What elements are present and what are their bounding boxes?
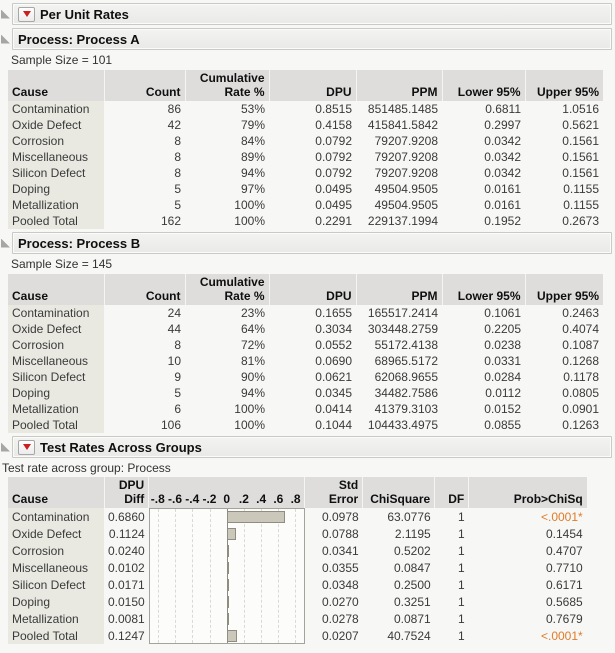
col-header-label: Upper 95% — [536, 289, 599, 303]
outline-header-bar — [12, 28, 612, 50]
lower95-cell: 0.0161 — [484, 182, 521, 196]
lower95-cell: 0.0331 — [484, 354, 521, 368]
cause-cell: Metallization — [8, 610, 104, 627]
lower95-cell: 0.0161 — [484, 198, 521, 212]
col-header-dpu-diff — [104, 477, 149, 508]
lower95-cell: 0.0238 — [484, 338, 521, 352]
dpu-cell: 0.0792 — [315, 134, 352, 148]
upper95-cell: 0.1561 — [562, 166, 599, 180]
count-cell: 24 — [167, 306, 181, 320]
cause-cell: Oxide Defect — [8, 525, 104, 542]
dpu-diff-plot-cell — [149, 508, 305, 644]
gridline — [261, 509, 262, 643]
count-cell: 8 — [174, 134, 181, 148]
col-header-lower95 — [442, 274, 525, 305]
prob-chisq-cell: <.0001* — [540, 509, 583, 524]
axis-tick-label: .2 — [238, 492, 249, 506]
col-header-label: Count — [145, 289, 181, 303]
count-cell: 10 — [167, 354, 181, 368]
table-row — [8, 321, 603, 337]
prob-chisq-cell: 0.4707 — [546, 543, 583, 558]
col-header-std-error — [305, 477, 363, 508]
lower95-cell: 0.0342 — [484, 150, 521, 164]
col-header-chisquare — [363, 477, 435, 508]
col-header-upper95 — [525, 70, 603, 101]
test-rates-header — [1, 436, 612, 458]
cause-cell: Silicon Defect — [8, 369, 104, 385]
upper95-cell: 0.1155 — [563, 198, 599, 212]
cum-rate-cell: 81% — [240, 354, 265, 368]
col-header-label: Cause — [12, 85, 49, 99]
lower95-cell: 0.6811 — [485, 102, 521, 116]
chisquare-cell: 0.5202 — [394, 543, 431, 558]
ppm-cell: 49504.9505 — [374, 198, 438, 212]
col-header-label: ChiSquare — [370, 492, 431, 506]
col-header-ppm — [356, 274, 442, 305]
col-header-label: DPU Diff — [118, 478, 145, 506]
dpu-cell: 0.1044 — [315, 418, 352, 432]
col-header-label: Cumulative — [199, 71, 265, 85]
ppm-cell: 55172.4138 — [374, 338, 438, 352]
table-row — [8, 401, 603, 417]
table-row — [8, 337, 603, 353]
col-header-prob-chisq — [469, 477, 587, 508]
col-header-cause — [8, 274, 104, 305]
cause-cell: Oxide Defect — [8, 117, 104, 133]
dpu-cell: 0.8515 — [315, 102, 352, 116]
cause-cell: Contamination — [8, 508, 104, 525]
ppm-cell: 41379.3103 — [374, 402, 438, 416]
red-triangle-menu-button[interactable] — [18, 440, 35, 455]
count-cell: 106 — [160, 418, 181, 432]
col-header-label: Lower 95% — [457, 289, 521, 303]
dpu-cell: 0.0621 — [315, 370, 352, 384]
std-error-cell: 0.0788 — [322, 526, 359, 541]
cum-rate-cell: 100% — [234, 418, 265, 432]
cum-rate-cell: 84% — [240, 134, 265, 148]
std-error-cell: 0.0978 — [322, 509, 359, 524]
table-row — [8, 181, 603, 197]
count-cell: 86 — [167, 102, 181, 116]
table-row — [8, 197, 603, 213]
table-row — [8, 133, 603, 149]
cum-rate-cell: 64% — [240, 322, 265, 336]
process-a-header — [1, 28, 612, 50]
gridline — [192, 509, 193, 643]
cause-cell: Pooled Total — [8, 627, 104, 644]
red-triangle-icon — [23, 11, 31, 17]
prob-chisq-cell: <.0001* — [540, 628, 583, 643]
upper95-cell: 0.4074 — [562, 322, 599, 336]
prob-chisq-cell: 0.7710 — [546, 560, 583, 575]
cause-cell: Doping — [8, 385, 104, 401]
lower95-cell: 0.0342 — [484, 134, 521, 148]
col-header-label: DF — [448, 492, 465, 506]
disclosure-triangle-icon[interactable] — [1, 10, 10, 19]
lower95-cell: 0.0342 — [484, 166, 521, 180]
table-row — [8, 149, 603, 165]
table-row — [8, 385, 603, 401]
col-header-ppm — [356, 70, 442, 101]
lower95-cell: 0.1061 — [484, 306, 521, 320]
count-cell: 6 — [174, 402, 181, 416]
col-header-lower95 — [442, 70, 525, 101]
upper95-cell: 0.0805 — [562, 386, 599, 400]
ppm-cell: 49504.9505 — [374, 182, 438, 196]
cum-rate-cell: 90% — [240, 370, 265, 384]
cause-cell: Metallization — [8, 197, 104, 213]
count-cell: 42 — [167, 118, 181, 132]
axis-tick-label: -.6 — [168, 492, 183, 506]
cum-rate-cell: 97% — [240, 182, 265, 196]
gridline — [278, 509, 279, 643]
dpu-cell: 0.0792 — [315, 166, 352, 180]
col-header-label: PPM — [411, 289, 438, 303]
sample-size-label-b: Sample Size = 145 — [11, 257, 113, 271]
upper95-cell: 0.1155 — [563, 182, 599, 196]
cause-cell: Silicon Defect — [8, 576, 104, 593]
chisquare-cell: 0.0847 — [394, 560, 431, 575]
cause-cell: Miscellaneous — [8, 353, 104, 369]
section-title-test-rates: Test Rates Across Groups — [40, 439, 202, 455]
std-error-cell: 0.0270 — [322, 594, 359, 609]
df-cell: 1 — [458, 560, 465, 575]
std-error-cell: 0.0341 — [322, 543, 359, 558]
upper95-cell: 0.1087 — [562, 338, 599, 352]
col-header-label: Rate % — [224, 289, 265, 303]
cum-rate-cell: 53% — [240, 102, 265, 116]
dpu-cell: 0.0495 — [315, 182, 352, 196]
cum-rate-cell: 100% — [234, 198, 265, 212]
chisquare-cell: 0.0871 — [394, 611, 431, 626]
std-error-cell: 0.0278 — [322, 611, 359, 626]
red-triangle-menu-button[interactable] — [18, 7, 35, 22]
dpu-diff-bar — [227, 528, 237, 540]
dpu-diff-cell: 0.0240 — [108, 543, 145, 558]
cum-rate-cell: 79% — [240, 118, 265, 132]
dpu-diff-cell: 0.0150 — [108, 594, 145, 609]
upper95-cell: 0.1561 — [562, 134, 599, 148]
axis-tick-label: .6 — [273, 492, 284, 506]
table-row — [8, 369, 603, 385]
col-header-count — [104, 70, 185, 101]
col-header-cumulative-rate — [185, 274, 269, 305]
col-header-label: Lower 95% — [457, 85, 521, 99]
axis-tick-label: .4 — [256, 492, 267, 506]
table-header-row — [8, 274, 603, 305]
dpu-cell: 0.1655 — [315, 306, 352, 320]
cum-rate-cell: 94% — [240, 386, 265, 400]
cum-rate-cell: 100% — [234, 214, 265, 228]
dpu-diff-bar-chart[interactable] — [149, 508, 305, 644]
cause-cell: Silicon Defect — [8, 165, 104, 181]
col-header-label: Prob>ChiSq — [513, 492, 583, 506]
ppm-cell: 62068.9655 — [374, 370, 438, 384]
count-cell: 8 — [174, 338, 181, 352]
cause-cell: Corrosion — [8, 133, 104, 149]
outline-header-bar — [12, 436, 612, 458]
dpu-diff-cell: 0.0102 — [108, 560, 145, 575]
per-unit-rates-table-process-a — [8, 70, 603, 229]
col-header-cumulative-rate — [185, 70, 269, 101]
dpu-diff-cell: 0.0081 — [108, 611, 145, 626]
gridline — [158, 509, 159, 643]
prob-chisq-cell: 0.6171 — [546, 577, 583, 592]
dpu-cell: 0.2291 — [315, 214, 352, 228]
ppm-cell: 303448.2759 — [367, 322, 438, 336]
axis-tick-label: -.8 — [150, 492, 165, 506]
upper95-cell: 1.0516 — [562, 102, 599, 116]
cause-cell: Contamination — [8, 101, 104, 117]
per-unit-rates-header — [1, 3, 612, 25]
count-cell: 9 — [174, 370, 181, 384]
cause-cell: Oxide Defect — [8, 321, 104, 337]
dpu-cell: 0.0552 — [315, 338, 352, 352]
ppm-cell: 229137.1994 — [367, 214, 438, 228]
ppm-cell: 165517.2414 — [367, 306, 438, 320]
test-rates-table — [8, 477, 587, 644]
section-title-per-unit-rates: Per Unit Rates — [40, 6, 129, 22]
upper95-cell: 0.2463 — [562, 306, 599, 320]
dpu-diff-cell: 0.1247 — [108, 628, 145, 643]
count-cell: 8 — [174, 150, 181, 164]
std-error-cell: 0.0348 — [322, 577, 359, 592]
dpu-cell: 0.0495 — [315, 198, 352, 212]
lower95-cell: 0.0284 — [484, 370, 521, 384]
col-header-label: Rate % — [224, 85, 265, 99]
chisquare-cell: 0.2500 — [394, 577, 431, 592]
ppm-cell: 415841.5842 — [367, 118, 438, 132]
table-row — [8, 213, 603, 229]
count-cell: 162 — [160, 214, 181, 228]
df-cell: 1 — [458, 611, 465, 626]
dpu-diff-cell: 0.1124 — [108, 526, 145, 541]
axis-tick-label: -.4 — [185, 492, 200, 506]
count-cell: 5 — [174, 386, 181, 400]
upper95-cell: 0.1178 — [563, 370, 599, 384]
df-cell: 1 — [458, 543, 465, 558]
section-title-process-b: Process: Process B — [18, 235, 141, 251]
cause-cell: Doping — [8, 181, 104, 197]
disclosure-triangle-icon[interactable] — [1, 443, 10, 452]
table-row — [8, 101, 603, 117]
upper95-cell: 0.1561 — [562, 150, 599, 164]
gridline — [175, 509, 176, 643]
ppm-cell: 68965.5172 — [374, 354, 438, 368]
col-header-label: DPU — [326, 289, 352, 303]
cause-cell: Pooled Total — [8, 417, 104, 433]
col-header-dpu — [269, 70, 356, 101]
prob-chisq-cell: 0.7679 — [546, 611, 583, 626]
dpu-diff-bar — [227, 562, 229, 574]
outline-header-bar — [12, 232, 612, 254]
col-header-upper95 — [525, 274, 603, 305]
df-cell: 1 — [458, 628, 465, 643]
col-header-label: Cumulative — [199, 275, 265, 289]
upper95-cell: 0.1263 — [562, 418, 599, 432]
cause-cell: Miscellaneous — [8, 559, 104, 576]
table-header-row — [8, 477, 587, 508]
chisquare-cell: 0.3251 — [394, 594, 431, 609]
dpu-diff-bar — [227, 579, 229, 591]
axis-tick-label: -.2 — [202, 492, 217, 506]
gridline — [244, 509, 245, 643]
df-cell: 1 — [458, 594, 465, 609]
dpu-diff-bar — [227, 511, 286, 523]
gridline — [210, 509, 211, 643]
outline-header-bar — [12, 3, 612, 25]
cause-cell: Miscellaneous — [8, 149, 104, 165]
cause-cell: Pooled Total — [8, 213, 104, 229]
col-header-cause — [8, 70, 104, 101]
ppm-cell: 79207.9208 — [374, 150, 438, 164]
test-group-subtitle: Test rate across group: Process — [2, 461, 171, 475]
ppm-cell: 851485.1485 — [367, 102, 438, 116]
col-header-axis-ticks — [149, 477, 305, 508]
table-row — [8, 117, 603, 133]
disclosure-triangle-icon[interactable] — [1, 35, 10, 44]
table-row — [8, 165, 603, 181]
col-header-df — [435, 477, 469, 508]
col-header-label: Upper 95% — [536, 85, 599, 99]
df-cell: 1 — [458, 509, 465, 524]
cum-rate-cell: 94% — [240, 166, 265, 180]
cum-rate-cell: 72% — [240, 338, 265, 352]
dpu-diff-bar — [227, 545, 229, 557]
lower95-cell: 0.2205 — [484, 322, 521, 336]
axis-tick-label: 0 — [223, 492, 231, 506]
lower95-cell: 0.2997 — [484, 118, 521, 132]
table-row — [8, 353, 603, 369]
dpu-diff-bar — [227, 596, 229, 608]
df-cell: 1 — [458, 526, 465, 541]
ppm-cell: 79207.9208 — [374, 166, 438, 180]
dpu-cell: 0.3034 — [315, 322, 352, 336]
dpu-cell: 0.0345 — [315, 386, 352, 400]
ppm-cell: 104433.4975 — [367, 418, 438, 432]
cum-rate-cell: 89% — [240, 150, 265, 164]
dpu-diff-bar — [227, 630, 238, 642]
col-header-label: Count — [145, 85, 181, 99]
ppm-cell: 79207.9208 — [374, 134, 438, 148]
chisquare-cell: 2.1195 — [394, 526, 431, 541]
col-header-label: DPU — [326, 85, 352, 99]
std-error-cell: 0.0207 — [322, 628, 359, 643]
upper95-cell: 0.5621 — [562, 118, 599, 132]
dpu-cell: 0.0792 — [315, 150, 352, 164]
table-header-row — [8, 70, 603, 101]
cum-rate-cell: 100% — [234, 402, 265, 416]
disclosure-triangle-icon[interactable] — [1, 239, 10, 248]
dpu-cell: 0.0690 — [315, 354, 352, 368]
lower95-cell: 0.1952 — [484, 214, 521, 228]
dpu-diff-bar — [227, 613, 229, 625]
chisquare-cell: 40.7524 — [387, 628, 431, 643]
sample-size-label-a: Sample Size = 101 — [11, 53, 113, 67]
axis-tick-label: .8 — [290, 492, 301, 506]
count-cell: 44 — [167, 322, 181, 336]
section-title-process-a: Process: Process A — [18, 31, 140, 47]
col-header-count — [104, 274, 185, 305]
col-header-cause — [8, 477, 104, 508]
cause-cell: Metallization — [8, 401, 104, 417]
cause-cell: Corrosion — [8, 542, 104, 559]
cause-cell: Contamination — [8, 305, 104, 321]
std-error-cell: 0.0355 — [322, 560, 359, 575]
table-row — [8, 305, 603, 321]
prob-chisq-cell: 0.5685 — [546, 594, 583, 609]
col-header-label: Cause — [12, 492, 49, 506]
upper95-cell: 0.2673 — [562, 214, 599, 228]
lower95-cell: 0.0112 — [485, 386, 521, 400]
red-triangle-icon — [23, 444, 31, 450]
cause-cell: Doping — [8, 593, 104, 610]
col-header-dpu — [269, 274, 356, 305]
ppm-cell: 34482.7586 — [374, 386, 438, 400]
df-cell: 1 — [458, 577, 465, 592]
lower95-cell: 0.0152 — [484, 402, 521, 416]
col-header-label: Cause — [12, 289, 49, 303]
dpu-cell: 0.0414 — [315, 402, 352, 416]
count-cell: 5 — [174, 182, 181, 196]
dpu-cell: 0.4158 — [315, 118, 352, 132]
count-cell: 8 — [174, 166, 181, 180]
table-row — [8, 508, 587, 525]
dpu-diff-cell: 0.6860 — [108, 509, 145, 524]
dpu-diff-cell: 0.0171 — [108, 577, 145, 592]
upper95-cell: 0.1268 — [562, 354, 599, 368]
cause-cell: Corrosion — [8, 337, 104, 353]
gridline — [295, 509, 296, 643]
prob-chisq-cell: 0.1454 — [546, 526, 583, 541]
chisquare-cell: 63.0776 — [387, 509, 431, 524]
cum-rate-cell: 23% — [240, 306, 265, 320]
col-header-label: PPM — [411, 85, 438, 99]
upper95-cell: 0.0901 — [562, 402, 599, 416]
per-unit-rates-table-process-b — [8, 274, 603, 433]
table-row — [8, 417, 603, 433]
lower95-cell: 0.0855 — [484, 418, 521, 432]
col-header-label: Std Error — [328, 478, 359, 506]
count-cell: 5 — [174, 198, 181, 212]
process-b-header — [1, 232, 612, 254]
